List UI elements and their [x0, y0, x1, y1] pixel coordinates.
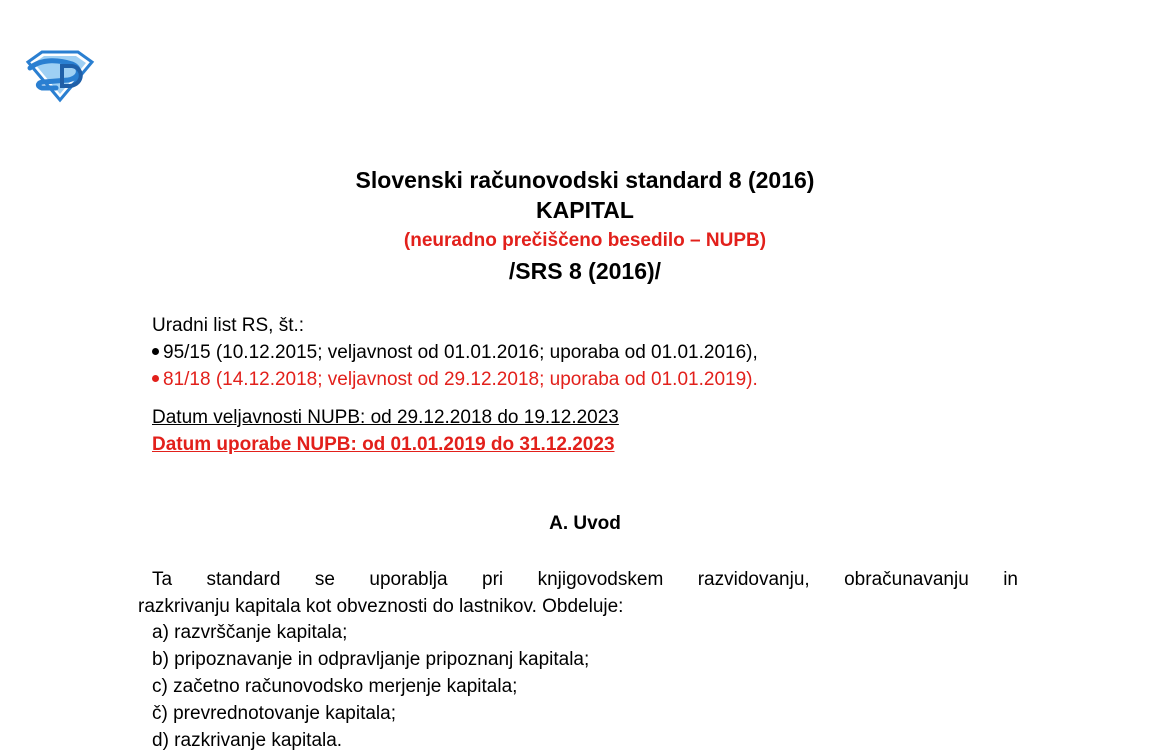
list-item: č) prevrednotovanje kapitala; [152, 703, 396, 724]
bullet-icon [152, 348, 159, 355]
gazette-item [152, 369, 758, 391]
bullet-icon [152, 375, 159, 382]
document-unofficial-note: (neuradno prečiščeno besedilo – NUPB) [403, 230, 767, 251]
gazette-item-text: 95/15 (10.12.2015; veljavnost od 01.01.2016; uporaba od 01.01.2016), [163, 342, 758, 363]
gazette-item-text: 81/18 (14.12.2018; veljavnost od 29.12.2018; uporaba od 01.01.2019). [163, 369, 758, 390]
document-subject: KAPITAL [536, 197, 634, 223]
document-title: Slovenski računovodski standard 8 (2016) [355, 167, 815, 193]
list-item: b) pripoznavanje in odpravljanje pripoznanj kapitala; [152, 649, 590, 670]
section-heading: A. Uvod [549, 513, 621, 534]
validity-date: Datum veljavnosti NUPB: od 29.12.2018 do 19.12.2023 [152, 407, 619, 428]
gazette-label: Uradni list RS, št.: [152, 315, 305, 336]
gazette-item [152, 342, 758, 364]
usage-date: Datum uporabe NUPB: od 01.01.2019 do 31.12.2023 [152, 434, 615, 455]
sd-logo-icon [22, 48, 96, 104]
document-code: /SRS 8 (2016)/ [508, 258, 662, 284]
list-item: c) začetno računovodsko merjenje kapitala; [152, 676, 518, 697]
intro-paragraph-line1: Ta standard se uporablja pri knjigovodskem razvidovanju, obračunavanju in [152, 569, 1018, 590]
logo [22, 48, 96, 104]
list-item: a) razvrščanje kapitala; [152, 622, 348, 643]
intro-paragraph-line2: razkrivanju kapitala kot obveznosti do lastnikov. Obdeluje: [138, 596, 624, 617]
list-item: d) razkrivanje kapitala. [152, 730, 343, 751]
